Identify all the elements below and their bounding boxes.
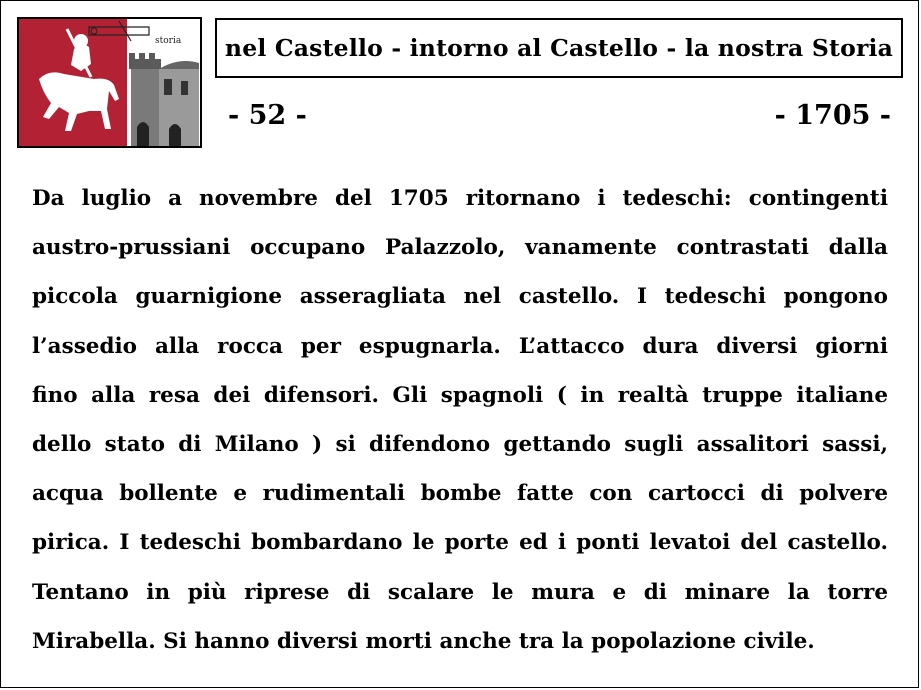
- text-line: acqua bollente e rudimentali bombe fatte con cartocci di polvere: [32, 481, 888, 507]
- text-line: austro-prussiani occupano Palazzolo, vanamente contrastati dalla: [32, 235, 888, 261]
- body-paragraph: [32, 174, 888, 666]
- svg-text:storia: storia: [155, 36, 182, 46]
- text-line: l’assedio alla rocca per espugnarla. L’attacco dura diversi giorni: [32, 333, 888, 359]
- text-line: Da luglio a novembre del 1705 ritornano i tedeschi: contingenti: [32, 186, 888, 211]
- page-title: nel Castello - intorno al Castello - la nostra Storia: [224, 34, 894, 62]
- year-label: - 1705 -: [774, 100, 891, 131]
- text-line: fino alla resa dei difensori. Gli spagnoli ( in realtà truppe italiane: [32, 382, 888, 408]
- text-line: piccola guarnigione asseragliata nel castello. I tedeschi pongono: [32, 284, 888, 310]
- text-line: Tentano in più riprese di scalare le mura e di minare la torre: [32, 579, 888, 605]
- page-number: - 52 -: [228, 100, 307, 131]
- text-line: Mirabella. Si hanno diversi morti anche tra la popolazione civile.: [32, 628, 815, 654]
- text-line: dello stato di Milano ) si difendono gettando sugli assalitori sassi,: [32, 431, 888, 457]
- title-box: [215, 18, 903, 78]
- logo: [17, 17, 202, 148]
- knight-castle-logo-icon: [19, 19, 200, 146]
- text-line: pirica. I tedeschi bombardano le porte ed i ponti levatoi del castello.: [32, 530, 888, 556]
